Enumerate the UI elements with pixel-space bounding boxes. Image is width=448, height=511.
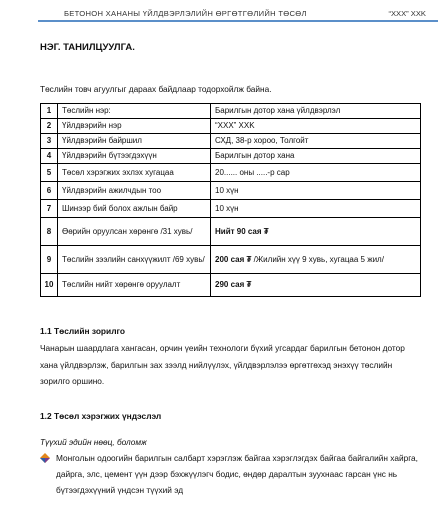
- row-label: Үйлдвэрийн байршил: [58, 134, 211, 149]
- header-title: БЕТОНОН ХАНАНЫ ҮЙЛДВЭРЛЭЛИЙН ӨРГӨТГӨЛИЙН ТӨСӨЛ: [64, 9, 307, 18]
- row-label: Үйлдвэрийн бүтээгдэхүүн: [58, 149, 211, 164]
- table-row: [41, 104, 421, 119]
- row-value: [211, 134, 421, 149]
- row-value-text: 10 хүн: [215, 203, 239, 213]
- row-value-text: Барилгын дотор хана үйлдвэрлэл: [215, 106, 341, 115]
- row-number: 9: [41, 246, 58, 274]
- row-value: [211, 149, 421, 164]
- row-value: [211, 200, 421, 218]
- row-label: Төслийн зээлийн санхүүжилт /69 хувь/: [58, 246, 211, 274]
- subsection-title-justification: 1.2 Төсөл хэрэгжих үндэслэл: [40, 411, 162, 421]
- row-value: [211, 164, 421, 182]
- row-value: [211, 119, 421, 134]
- row-number: 4: [41, 149, 58, 164]
- table-row: [41, 134, 421, 149]
- row-value: [211, 182, 421, 200]
- row-value-text: “XXX” XXK: [215, 121, 255, 130]
- table-row: [41, 164, 421, 182]
- row-number: 6: [41, 182, 58, 200]
- row-label: Үйлдвэрийн ажилчдын тоо: [58, 182, 211, 200]
- row-value-text: Барилгын дотор хана: [215, 151, 295, 160]
- row-number: 2: [41, 119, 58, 134]
- row-number: 1: [41, 104, 58, 119]
- row-value-note: /Жилийн хүү 9 хувь, хугацаа 5 жил/: [251, 254, 384, 264]
- subsection-title-goal: 1.1 Төслийн зорилго: [40, 326, 126, 336]
- table-row: [41, 274, 421, 297]
- row-number: 3: [41, 134, 58, 149]
- row-label: Төсөл хэрэгжих эхлэх хугацаа: [58, 164, 211, 182]
- row-number: 7: [41, 200, 58, 218]
- table-row: [41, 182, 421, 200]
- bullet-item: [56, 450, 428, 498]
- row-label: Төслийн нийт хөрөнгө оруулалт: [58, 274, 211, 297]
- table-row: [41, 119, 421, 134]
- table-row: [41, 246, 421, 274]
- section-title: НЭГ. ТАНИЛЦУУЛГА.: [40, 42, 135, 53]
- row-value-amount: Нийт 90 сая ₮: [215, 226, 269, 236]
- project-summary-table: [40, 103, 421, 297]
- table-row: [41, 200, 421, 218]
- page-header: [38, 2, 438, 22]
- row-number: 10: [41, 274, 58, 297]
- row-label: Төслийн нэр:: [58, 104, 211, 119]
- row-value-text: 20...... оны .....-р сар: [215, 167, 290, 177]
- row-value-amount: 290 сая ₮: [215, 280, 252, 289]
- row-label: Шинээр бий болох ажлын байр: [58, 200, 211, 218]
- header-company: “XXX” XXK: [388, 9, 426, 18]
- intro-text: Төслийн товч агуулгыг дараах байдлаар тодорхойлж байна.: [40, 84, 272, 94]
- row-label: Үйлдвэрийн нэр: [58, 119, 211, 134]
- bullet-text: Монголын одоогийн барилгын салбарт хэрэглэж байгаа хэрэглэгдэх байгаа байгалийн хайрга, дайрга, элс, цемент үүн дээр бэхжүүлэгч бодис, өндөр даралтын зуухнаас гарсан үнс нь бүтээгдэхүүний үндсэн түүхий эд: [56, 453, 418, 495]
- diamond-bullet-icon: [40, 453, 50, 463]
- row-label: Өөрийн оруулсан хөрөнгө /31 хувь/: [58, 218, 211, 246]
- row-number: 5: [41, 164, 58, 182]
- raw-material-heading: Түүхий эдийн нөөц, боломж: [40, 437, 147, 447]
- row-value: [211, 104, 421, 119]
- table-row: [41, 149, 421, 164]
- row-value-amount: 200 сая ₮: [215, 254, 252, 264]
- row-value: [211, 246, 421, 274]
- row-value-text: СХД, 38-р хороо, Толгойт: [215, 136, 309, 145]
- goal-paragraph: Чанарын шаардлага хангасан, орчин үеийн технологи бүхий угсардаг барилгын бетонон дотор хана үйлдвэрлэж, барилгын зах зээлд нийлүүлэх, үйлдвэрлэлээ өргөтгөхэд энэхүү төслийн зорилго оршино.: [40, 343, 405, 386]
- row-value: [211, 218, 421, 246]
- row-number: 8: [41, 218, 58, 246]
- table-row: [41, 218, 421, 246]
- row-value-text: 10 хүн: [215, 185, 239, 195]
- row-value: [211, 274, 421, 297]
